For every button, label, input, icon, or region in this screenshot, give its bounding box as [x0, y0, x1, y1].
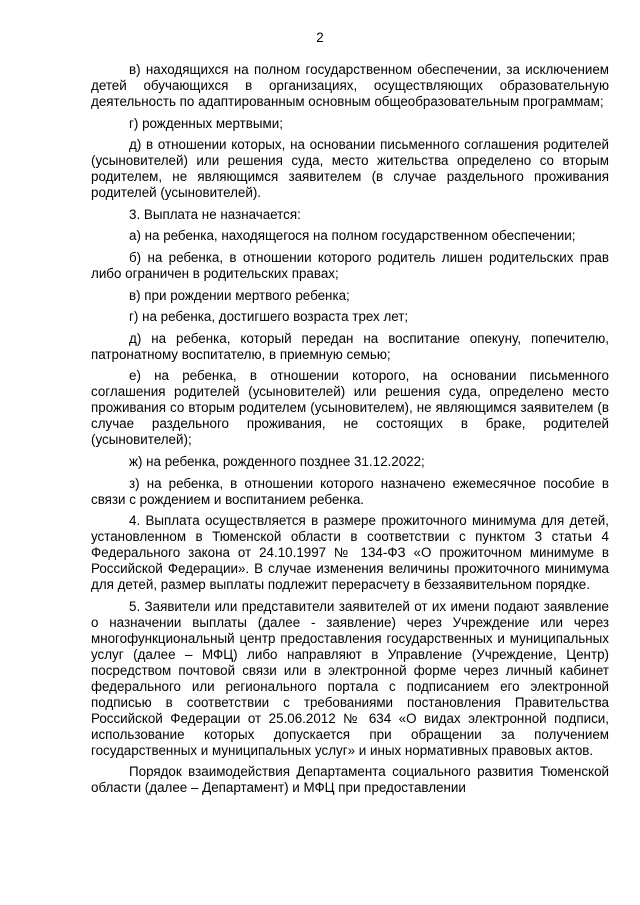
paragraph-3g: г) на ребенка, достигшего возраста трех лет; [129, 309, 409, 325]
paragraph-3v: в) при рождении мертвого ребенка; [129, 287, 350, 303]
paragraph-3z: з) на ребенка, в отношении которого назначено ежемесячное пособие в связи с рождением и воспитанием ребенка. [91, 475, 609, 507]
paragraph-3zh: ж) на ребенка, рожденного позднее 31.12.2022; [129, 453, 425, 469]
paragraph-3e: е) на ребенка, в отношении которого, на основании письменного соглашения родителей (усыновителей) или решения суда, определено место проживания со вторым родителем (усыновителем), не являющимся заявителем (в случае раздельного проживания, не состоящих в браке, родителей (усыновителей); [91, 368, 609, 448]
paragraph-d-residence-agreement: д) в отношении которых, на основании письменного соглашения родителей (усыновителей) или решения суда, место жительства определено со вторым родителем, не являющимся заявителем (в случае раздельного проживания родителей (усыновителей). [91, 137, 609, 201]
paragraph-3d: д) на ребенка, который передан на воспитание опекуну, попечителю, патронатному воспитателю, в приемную семью; [91, 330, 609, 362]
paragraph-3a: а) на ребенка, находящегося на полном государственном обеспечении; [129, 228, 576, 244]
paragraph-3b: б) на ребенка, в отношении которого родитель лишен родительских прав либо ограничен в родительских правах; [91, 249, 609, 281]
document-body [91, 62, 609, 802]
paragraph-g-stillborn: г) рожденных мертвыми; [129, 115, 283, 131]
paragraph-v-state-support: в) находящихся на полном государственном обеспечении, за исключением детей обучающихся в организациях, осуществляющих образовательную деятельность по адаптированным основным общеобразовательным программам; [91, 62, 609, 109]
paragraph-5: 5. Заявители или представители заявителей от их имени подают заявление о назначении выплаты (далее - заявление) через Учреждение или через многофункциональный центр предоставления государственных и муниципальных услуг (далее – МФЦ) либо направляют в Управление (Учреждение, Центр) посредством почтовой связи или в электронной форме через личный кабинет федерального или регионального портала с подписанием его электронной подписью в соответствии с требованиями постановления Правительства Российской Федерации от 25.06.2012 № 634 «О видах электронной подписи, использование которых допускается при обращении за получением государственных и муниципальных услуг» и иных нормативных правовых актов. [91, 598, 609, 758]
paragraph-4: 4. Выплата осуществляется в размере прожиточного минимума для детей, установленном в Тюменской области в соответствии с пунктом 3 статьи 4 Федерального закона от 24.10.1997 № 134-ФЗ «О прожиточном минимуме в Российской Федерации». В случае изменения величины прожиточного минимума для детей, размер выплаты подлежит перерасчету в беззаявительном порядке. [91, 513, 609, 593]
page-number: 2 [316, 30, 324, 45]
paragraph-interaction-procedure: Порядок взаимодействия Департамента социального развития Тюменской области (далее – Департамент) и МФЦ при предоставлении [91, 764, 609, 796]
paragraph-3-heading: 3. Выплата не назначается: [129, 206, 301, 222]
